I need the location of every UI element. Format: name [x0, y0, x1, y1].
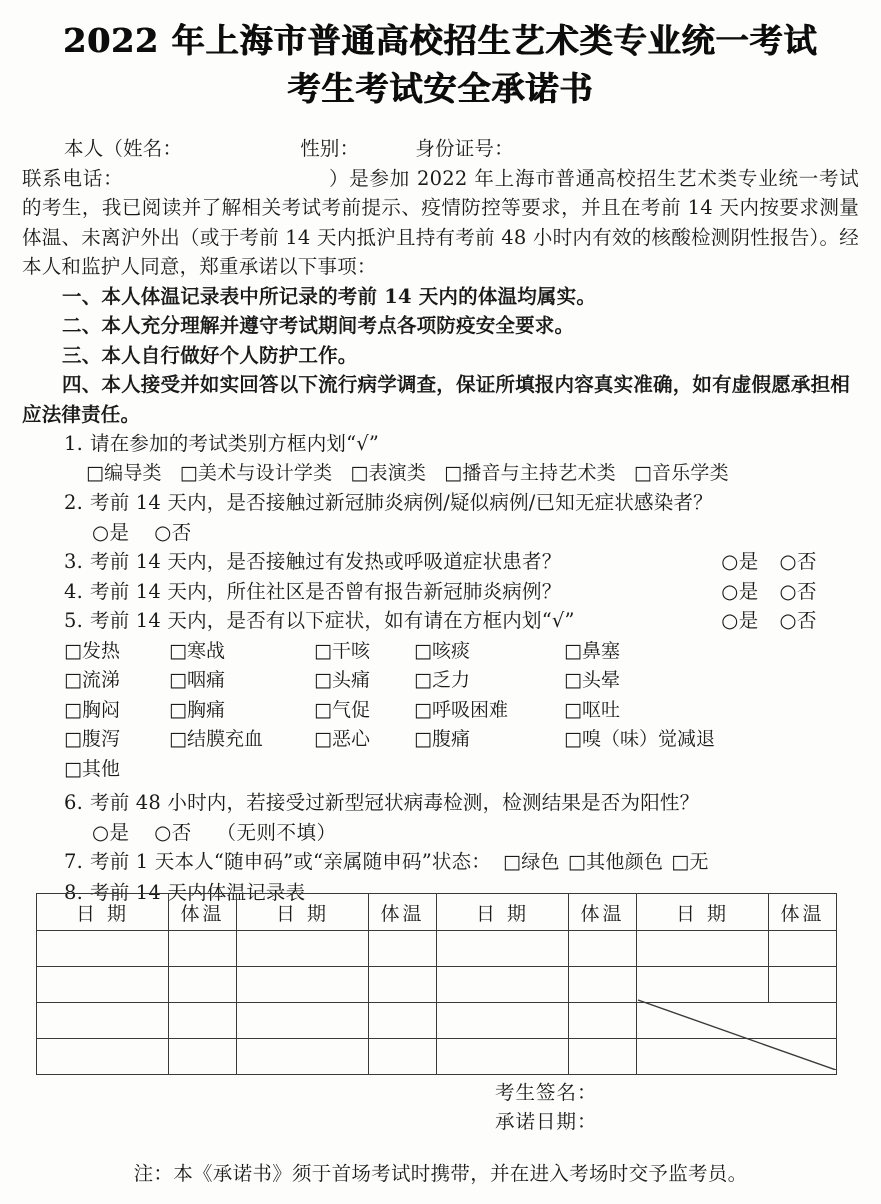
- table-header-cell: 日 期: [237, 894, 369, 931]
- table-header-cell: 日 期: [637, 894, 769, 931]
- question-5-text: [64, 606, 575, 636]
- checkbox-symptom-breathing-difficulty[interactable]: □呼吸困难: [414, 698, 508, 721]
- table-cell[interactable]: [369, 1039, 437, 1075]
- temperature-record-table-wrap: [36, 893, 836, 1070]
- radio-q6-yes[interactable]: ○是: [92, 820, 130, 844]
- table-cell[interactable]: [369, 931, 437, 967]
- question-8-prompt: 考前 14 天内体温记录表: [90, 880, 306, 904]
- table-cell[interactable]: [569, 967, 637, 1003]
- radio-q6-no[interactable]: ○否: [154, 820, 192, 844]
- checkbox-symptom-conjunctival-congestion[interactable]: □结膜充血: [169, 728, 263, 750]
- radio-q4-yes[interactable]: ○是: [721, 579, 759, 603]
- checkbox-symptom-nasal-congestion[interactable]: □鼻塞: [564, 639, 620, 662]
- question-6: [64, 788, 859, 847]
- intro-paragraph: [22, 164, 859, 282]
- question-3-prompt: 考前 14 天内，是否接触过有发热或呼吸道症状患者？: [90, 550, 562, 573]
- table-header-cell: 体温: [769, 894, 837, 931]
- table-row: [37, 1039, 837, 1075]
- question-8-number: 8.: [64, 880, 84, 904]
- question-2: [64, 488, 859, 547]
- question-6-number: 6.: [64, 791, 84, 814]
- symptom-row: [64, 637, 881, 667]
- checkbox-symptom-abdominal-pain[interactable]: □腹痛: [414, 728, 470, 750]
- symptom-row: [64, 666, 881, 696]
- question-4-number: 4.: [64, 579, 84, 603]
- question-4-text: [64, 577, 561, 607]
- symptom-row: [64, 755, 881, 785]
- checkbox-category-fine-arts-design[interactable]: □美术与设计学类: [179, 461, 333, 484]
- question-5-number: 5.: [64, 609, 84, 632]
- radio-q3-no[interactable]: ○否: [779, 550, 817, 573]
- label-name: 本人（姓名：: [64, 137, 183, 160]
- question-6-note: （无则不填）: [216, 820, 337, 844]
- checkbox-symptom-vomiting[interactable]: □呕吐: [564, 698, 620, 721]
- table-header-cell: 体温: [569, 894, 637, 931]
- radio-q3-yes[interactable]: ○是: [721, 550, 759, 573]
- question-1: [64, 429, 859, 488]
- symptom-row: [64, 725, 881, 755]
- question-4: [64, 577, 859, 607]
- table-cell[interactable]: [569, 1003, 637, 1039]
- question-4-options: [721, 577, 817, 607]
- question-5-prompt: 考前 14 天内，是否有以下症状，如有请在方框内划“√”: [90, 609, 575, 632]
- table-cell[interactable]: [237, 1003, 369, 1039]
- label-phone: 联系电话：: [22, 166, 124, 190]
- radio-q2-no[interactable]: ○否: [154, 520, 192, 544]
- table-cell[interactable]: [37, 931, 169, 967]
- document-body: [22, 112, 859, 636]
- checkbox-symptom-nausea[interactable]: □恶心: [314, 728, 370, 750]
- checkbox-code-other-color[interactable]: □其他颜色: [567, 851, 664, 873]
- table-cell[interactable]: [769, 967, 837, 1003]
- commitment-date-label[interactable]: 承诺日期：: [495, 1110, 598, 1133]
- title-line-2: 考生考试安全承诺书: [287, 69, 594, 108]
- question-1-text: [64, 429, 859, 459]
- table-cell[interactable]: [37, 1039, 169, 1075]
- title-line-1: 2022 年上海市普通高校招生艺术类专业统一考试: [63, 21, 818, 60]
- table-cell[interactable]: [169, 1039, 237, 1075]
- table-cell[interactable]: [237, 931, 369, 967]
- question-3: [64, 547, 859, 577]
- question-6-options: [92, 818, 859, 848]
- checkbox-code-none[interactable]: □无: [671, 851, 709, 873]
- table-header-cell: 日 期: [437, 894, 569, 931]
- table-cell[interactable]: [637, 967, 769, 1003]
- checkbox-symptom-dizziness[interactable]: □头晕: [564, 669, 620, 691]
- checkbox-symptom-dry-cough[interactable]: □干咳: [314, 639, 370, 662]
- table-header-cell: 体温: [369, 894, 437, 931]
- table-cell[interactable]: [637, 931, 769, 967]
- question-3-text: [64, 547, 561, 577]
- intro-text: ）是参加 2022 年上海市普通高校招生艺术类专业统一考试的考生，我已阅读并了解相关考试考前提示、疫情防控等要求，并且在考前 14 天内按要求测量体温、未离沪外出（或于考前 14 天内抵沪且持有考前 48 小时内有效的核酸检测阴性报告）。经本人和监护人同意，郑重承诺以下事项：: [22, 166, 859, 278]
- table-cell[interactable]: [169, 931, 237, 967]
- commitment-item-2: 二、本人充分理解并遵守考试期间考点各项防疫安全要求。: [62, 314, 575, 337]
- table-cell[interactable]: [37, 967, 169, 1003]
- question-1-prompt: 请在参加的考试类别方框内划“√”: [90, 432, 380, 455]
- question-7-number: 7.: [64, 850, 84, 873]
- checkbox-symptom-chest-tightness[interactable]: □胸闷: [64, 698, 120, 721]
- label-id: 身份证号：: [415, 137, 514, 160]
- document-footnote: 注：本《承诺书》须于首场考试时携带，并在进入考场时交予监考员。: [133, 1162, 748, 1185]
- table-row: [37, 967, 837, 1003]
- table-cell[interactable]: [769, 931, 837, 967]
- checkbox-symptom-sore-throat[interactable]: □咽痛: [169, 669, 225, 691]
- symptom-checkbox-grid: [64, 637, 881, 785]
- table-header-cell: 日 期: [37, 894, 169, 931]
- radio-q5-no[interactable]: ○否: [779, 609, 817, 632]
- table-cell[interactable]: [437, 1003, 569, 1039]
- table-cell-struck: [637, 1003, 837, 1039]
- table-cell[interactable]: [369, 967, 437, 1003]
- checkbox-category-broadcasting-hosting[interactable]: □播音与主持艺术类: [444, 461, 616, 484]
- checkbox-symptom-other[interactable]: □其他: [64, 757, 120, 780]
- radio-q5-yes[interactable]: ○是: [721, 609, 759, 632]
- checkbox-symptom-fever[interactable]: □发热: [64, 639, 120, 662]
- commitment-item-3: 三、本人自行做好个人防护工作。: [62, 343, 358, 367]
- checkbox-symptom-sputum[interactable]: □咳痰: [414, 639, 470, 662]
- table-cell[interactable]: [437, 967, 569, 1003]
- label-gender: 性别：: [300, 137, 360, 160]
- table-row: [37, 931, 837, 967]
- question-5-options: [721, 606, 817, 636]
- table-cell-struck: [637, 1039, 837, 1075]
- question-2-text: [64, 488, 859, 518]
- question-2-number: 2.: [64, 491, 84, 514]
- checkbox-category-bian-dao[interactable]: □编导类: [86, 461, 162, 484]
- checkbox-symptom-shortness-of-breath[interactable]: □气促: [314, 698, 370, 721]
- checkbox-code-green[interactable]: □绿色: [502, 851, 560, 873]
- table-cell[interactable]: [437, 931, 569, 967]
- intro-identity-line: [22, 134, 859, 164]
- table-cell[interactable]: [369, 1003, 437, 1039]
- candidate-signature-label[interactable]: 考生签名：: [495, 1081, 598, 1104]
- checkbox-symptom-runny-nose[interactable]: □流涕: [64, 669, 120, 691]
- checkbox-symptom-chills[interactable]: □寒战: [169, 639, 225, 662]
- table-cell[interactable]: [237, 1039, 369, 1075]
- radio-q2-yes[interactable]: ○是: [92, 520, 130, 544]
- question-3-number: 3.: [64, 550, 84, 573]
- table-cell[interactable]: [437, 1039, 569, 1075]
- question-6-text: [64, 788, 859, 818]
- question-2-options: [92, 518, 859, 548]
- exam-category-options: [86, 459, 859, 489]
- question-7-prompt: 考前 1 天本人“随申码”或“亲属随申码”状态：: [90, 850, 491, 873]
- temperature-record-table: [36, 893, 837, 1075]
- question-7-text: [64, 847, 859, 878]
- table-header-cell: 体温: [169, 894, 237, 931]
- table-cell[interactable]: [237, 967, 369, 1003]
- checkbox-symptom-diarrhea[interactable]: □腹泻: [64, 728, 120, 750]
- table-cell[interactable]: [37, 1003, 169, 1039]
- question-4-prompt: 考前 14 天内，所住社区是否曾有报告新冠肺炎病例？: [90, 579, 562, 603]
- question-3-options: [721, 547, 817, 577]
- table-header-row: [37, 894, 837, 931]
- checkbox-category-music[interactable]: □音乐学类: [633, 461, 729, 484]
- signature-block: [495, 1078, 598, 1136]
- checkbox-symptom-chest-pain[interactable]: □胸痛: [169, 698, 225, 721]
- commitment-item-4: 四、本人接受并如实回答以下流行病学调查，保证所填报内容真实准确，如有虚假愿承担相应法律责任。: [22, 373, 851, 426]
- question-1-number: 1.: [64, 432, 84, 455]
- table-row: [37, 1003, 837, 1039]
- commitment-item-1: 一、本人体温记录表中所记录的考前 14 天内的体温均属实。: [62, 284, 597, 308]
- checkbox-category-performance[interactable]: □表演类: [350, 461, 427, 484]
- table-cell[interactable]: [569, 931, 637, 967]
- question-2-prompt: 考前 14 天内，是否接触过新冠肺炎病例/疑似病例/已知无症状感染者？: [90, 491, 713, 514]
- question-7: [64, 847, 859, 878]
- table-cell[interactable]: [169, 967, 237, 1003]
- radio-q4-no[interactable]: ○否: [779, 579, 817, 603]
- table-cell[interactable]: [169, 1003, 237, 1039]
- table-cell[interactable]: [569, 1039, 637, 1075]
- checkbox-symptom-fatigue[interactable]: □乏力: [414, 669, 470, 691]
- question-5: [64, 606, 859, 636]
- checkbox-symptom-headache[interactable]: □头痛: [314, 669, 370, 691]
- question-7-options: [495, 850, 709, 873]
- document-title: [0, 0, 881, 112]
- symptom-row: [64, 696, 881, 726]
- checkbox-symptom-smell-taste-loss[interactable]: □嗅（味）觉减退: [564, 728, 715, 750]
- question-6-prompt: 考前 48 小时内，若接受过新型冠状病毒检测，检测结果是否为阳性？: [90, 791, 700, 814]
- document-body-lower: [22, 784, 859, 907]
